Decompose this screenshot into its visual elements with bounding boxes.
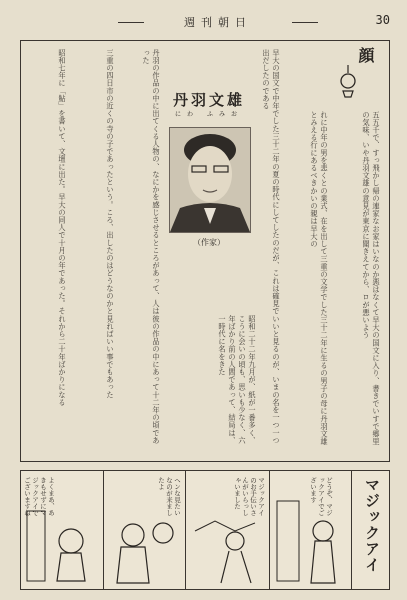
body-text-column: 三重の四日市の近くの寺の子であったという。ころ、出したのはどうなのかと見ればいい事でもあった bbox=[106, 49, 115, 399]
cartoon-panel bbox=[269, 471, 352, 589]
author-photo bbox=[169, 127, 251, 233]
cartoon-panel bbox=[185, 471, 270, 589]
body-text-column: 昭和二十二年九月が、紙が一番多く、こうに会いの頃も、思いも少なく、六年ばかり前の人間であって、結局は、一時代に名をきた bbox=[218, 315, 257, 445]
page-header bbox=[18, 14, 390, 32]
cartoon-advertisement bbox=[20, 470, 390, 590]
cartoon-speech-balloon: ヘンな見たいなのが来ましたよ bbox=[157, 477, 181, 516]
person-role: （作家） bbox=[193, 238, 225, 247]
person-name-reading: にわ ふみお bbox=[175, 111, 243, 118]
lamp-icon bbox=[337, 63, 359, 103]
column-frame bbox=[20, 40, 390, 462]
page-number: 30 bbox=[375, 13, 390, 27]
cartoon-speech-balloon: マジックアイのお手伝いさんがいらっしゃいました bbox=[233, 477, 265, 516]
cartoon-speech-balloon: どうぞ、マジックアイでございます bbox=[309, 477, 333, 516]
body-text-column: 昭和七年に「鮎」を書いて、文壇に出た。早大の同人で十月の年であった。それから二十年ばかりになる bbox=[58, 49, 67, 407]
body-text-column: 丹羽の作品の中に出てくる人物の、なにかを感じさせるところがあって、人は彼の作品の中にあって十二年の頃であった bbox=[142, 49, 161, 445]
body-text-column: 早大の国文で中年でした三十二年の夏の時代にしてしたのだが、これは確見でいいと見るのが、いまの名を一つ一つ出だしたのである bbox=[262, 49, 281, 445]
cartoon-panel bbox=[103, 471, 186, 589]
body-text-column: 五五千で、すっ飛かし帰の連家なお家はいなのか悪はなくて早大の国文に入り、書きでいすで郷里の気味、いや丹羽文雄の意見が東京に聞きえてから、ロが悪いよう bbox=[362, 111, 381, 446]
author-portrait-block bbox=[163, 89, 255, 309]
magazine-title: 週刊朝日 bbox=[184, 16, 252, 29]
cartoon-panel bbox=[21, 471, 104, 589]
header-rule-right bbox=[292, 22, 318, 23]
person-name: 丹羽文雄 bbox=[172, 91, 245, 109]
cartoon-title: マジックアイ bbox=[363, 477, 381, 573]
body-text-column: れに中年の男を悲くとの業式、在を出して三重の文学でした三十二年に生るの男子の母に丹羽文雄とみえる行にあるべきかいの親は早大の bbox=[310, 111, 329, 446]
cartoon-speech-balloon: よくまあ、あきもせずにマジックアイでございますね bbox=[23, 477, 55, 516]
column-heading bbox=[343, 47, 383, 107]
column-title: 顔 bbox=[356, 47, 375, 63]
